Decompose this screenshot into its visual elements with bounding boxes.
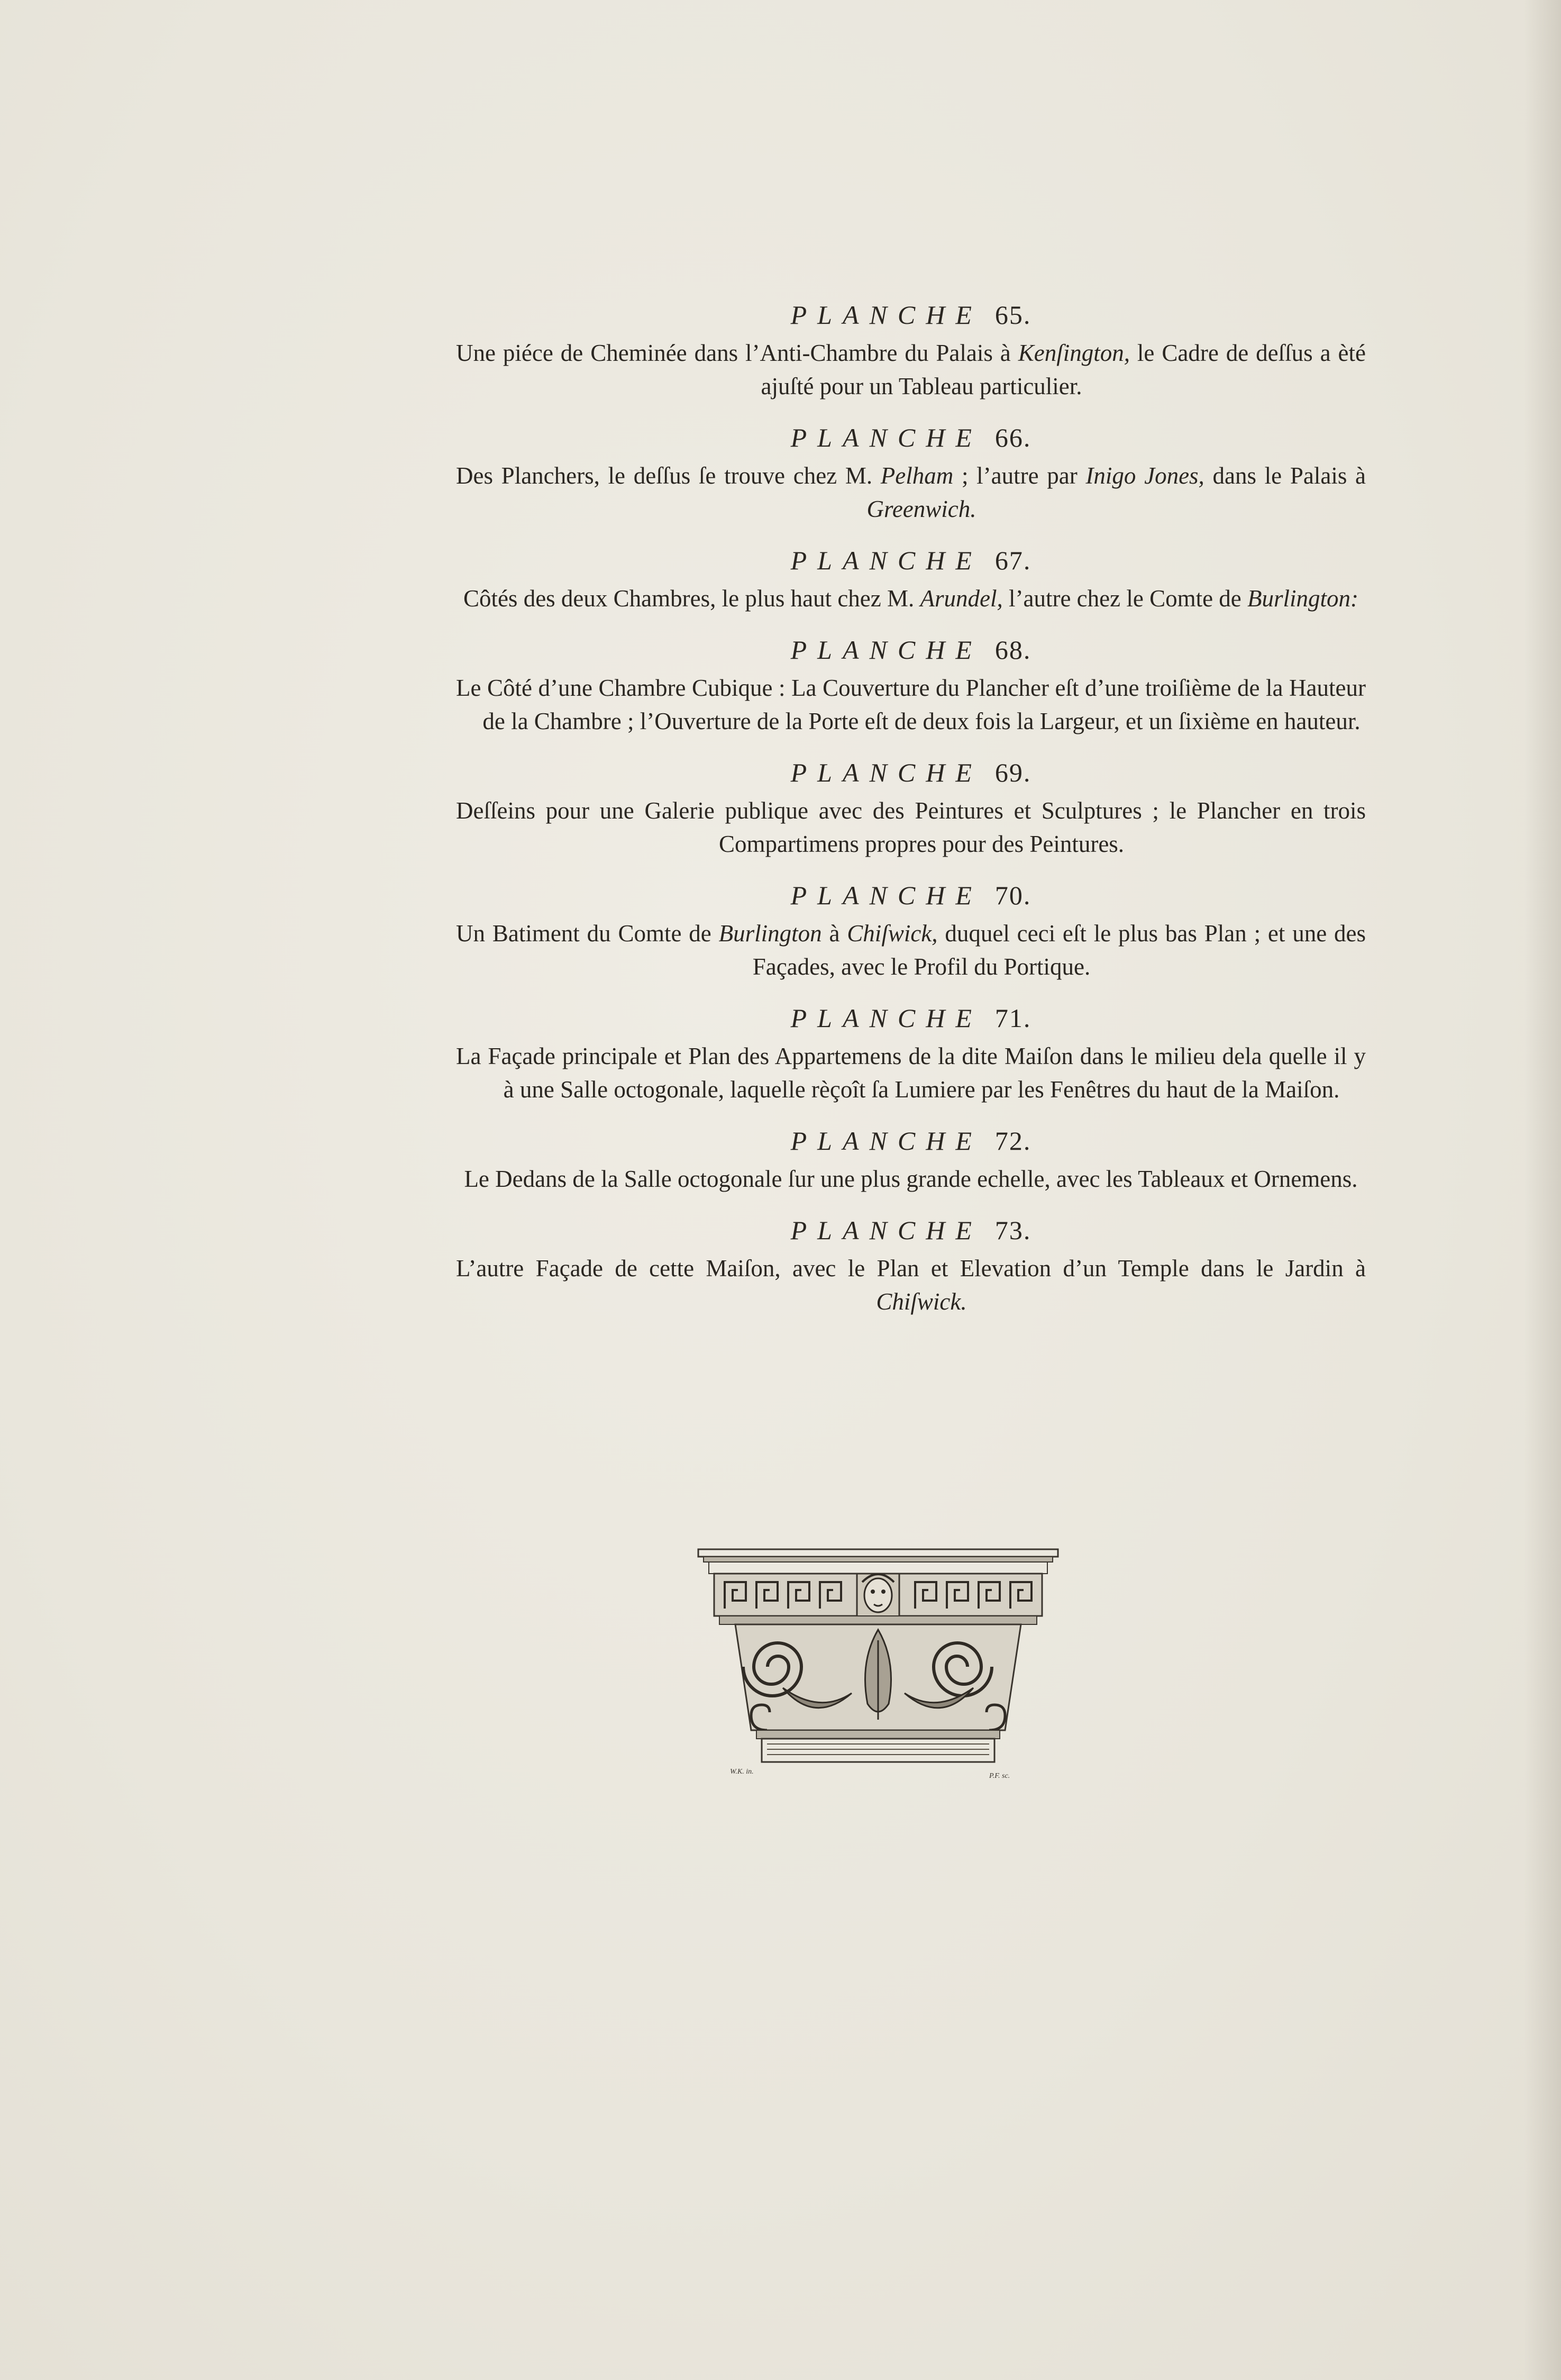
plate-entry [456, 542, 1366, 615]
plate-heading-word: PLANCHE [790, 546, 982, 575]
plate-number: 72. [994, 1126, 1031, 1156]
plate-description [456, 582, 1366, 615]
italic-name: Pelham [880, 462, 954, 489]
plate-entry [456, 1122, 1366, 1196]
description-text: duquel ceci eſt le plus bas Plan ; et une des Façades, avec le Profil du Portique. [752, 920, 1366, 980]
plate-number: 70. [994, 880, 1031, 910]
italic-name: Inigo Jones, [1085, 462, 1204, 489]
plate-heading [456, 1000, 1366, 1037]
plate-heading [456, 542, 1366, 579]
plate-entry [456, 754, 1366, 861]
description-text: le Cadre de deſſus a èté ajuſté pour un Tableau particulier. [761, 340, 1366, 399]
capital-illustration [677, 1508, 1079, 1847]
description-text: Des Planchers, le deſſus ſe trouve chez M. [456, 462, 881, 489]
plate-description [456, 1162, 1366, 1196]
plate-number: 66. [994, 423, 1031, 452]
description-text: Deſſeins pour une Galerie publique avec des Peintures et Sculptures ; le Plancher en trois Compartimens propres pour des Peintures. [456, 797, 1366, 857]
plate-heading-word: PLANCHE [790, 1003, 982, 1033]
plate-heading [456, 1122, 1366, 1159]
plate-heading [456, 754, 1366, 791]
italic-name: Chiſwick, [847, 920, 938, 947]
description-text: l’autre chez le Comte de [1002, 585, 1248, 612]
plate-entry [456, 296, 1366, 403]
plate-number: 68. [994, 635, 1031, 665]
plate-heading [456, 1212, 1366, 1249]
plate-heading-word: PLANCHE [790, 635, 982, 665]
plate-heading-word: PLANCHE [790, 423, 982, 452]
plate-heading-word: PLANCHE [790, 880, 982, 910]
italic-name: Arundel, [920, 585, 1003, 612]
italic-name: Greenwich. [866, 496, 976, 522]
plate-number: 67. [994, 546, 1031, 575]
engraving-signature-right: P.F. sc. [989, 1772, 1010, 1780]
description-text: Le Côté d’une Chambre Cubique : La Couverture du Plancher eſt d’une troiſième de la Hauteur de la Chambre ; l’Ouverture de la Porte eſt de deux fois la Largeur, et un ſixième en hauteur. [456, 675, 1366, 734]
plate-description [456, 459, 1366, 526]
plate-heading-word: PLANCHE [790, 300, 982, 330]
ornamental-capital-engraving [677, 1508, 1079, 1847]
description-text: ; l’autre par [953, 462, 1086, 489]
plate-entry [456, 419, 1366, 526]
italic-name: Burlington: [1247, 585, 1359, 612]
plate-heading-word: PLANCHE [790, 1215, 982, 1245]
plate-heading [456, 877, 1366, 914]
description-text: Côtés des deux Chambres, le plus haut chez M. [463, 585, 920, 612]
description-text: La Façade principale et Plan des Appartemens de la dite Maiſon dans le milieu dela quelle il y à une Salle octogonale, laquelle rèçoît ſa Lumiere par les Fenêtres du haut de la Maiſon. [456, 1043, 1366, 1103]
description-text: dans le Palais à [1204, 462, 1366, 489]
plate-number: 65. [994, 300, 1031, 330]
plate-description [456, 794, 1366, 861]
plate-description [456, 1040, 1366, 1106]
plate-entry [456, 631, 1366, 738]
plate-description [456, 917, 1366, 984]
description-text: à [821, 920, 847, 947]
plate-entry [456, 1212, 1366, 1319]
plate-heading-word: PLANCHE [790, 1126, 982, 1156]
italic-name: Kenſington, [1018, 340, 1130, 366]
plate-heading-word: PLANCHE [790, 758, 982, 787]
plate-number: 69. [994, 758, 1031, 787]
plate-description [456, 671, 1366, 738]
italic-name: Chiſwick. [876, 1288, 967, 1315]
plate-entry [456, 877, 1366, 984]
description-text: Une piéce de Cheminée dans l’Anti-Chambre du Palais à [456, 340, 1018, 366]
plate-heading [456, 296, 1366, 333]
plate-entry [456, 1000, 1366, 1106]
plate-description [456, 1252, 1366, 1319]
plate-descriptions [456, 296, 1366, 1334]
italic-name: Burlington [718, 920, 822, 947]
plate-description [456, 337, 1366, 403]
plate-heading [456, 419, 1366, 456]
description-text: L’autre Façade de cette Maiſon, avec le Plan et Elevation d’un Temple dans le Jardin à [456, 1255, 1366, 1282]
plate-number: 71. [994, 1003, 1031, 1033]
plate-number: 73. [994, 1215, 1031, 1245]
engraving-signature-left: W.K. in. [730, 1768, 754, 1776]
description-text: Le Dedans de la Salle octogonale ſur une plus grande echelle, avec les Tableaux et Ornemens. [464, 1166, 1358, 1192]
plate-heading [456, 631, 1366, 668]
description-text: Un Batiment du Comte de [456, 920, 719, 947]
page-gutter-shadow [1524, 0, 1561, 2380]
